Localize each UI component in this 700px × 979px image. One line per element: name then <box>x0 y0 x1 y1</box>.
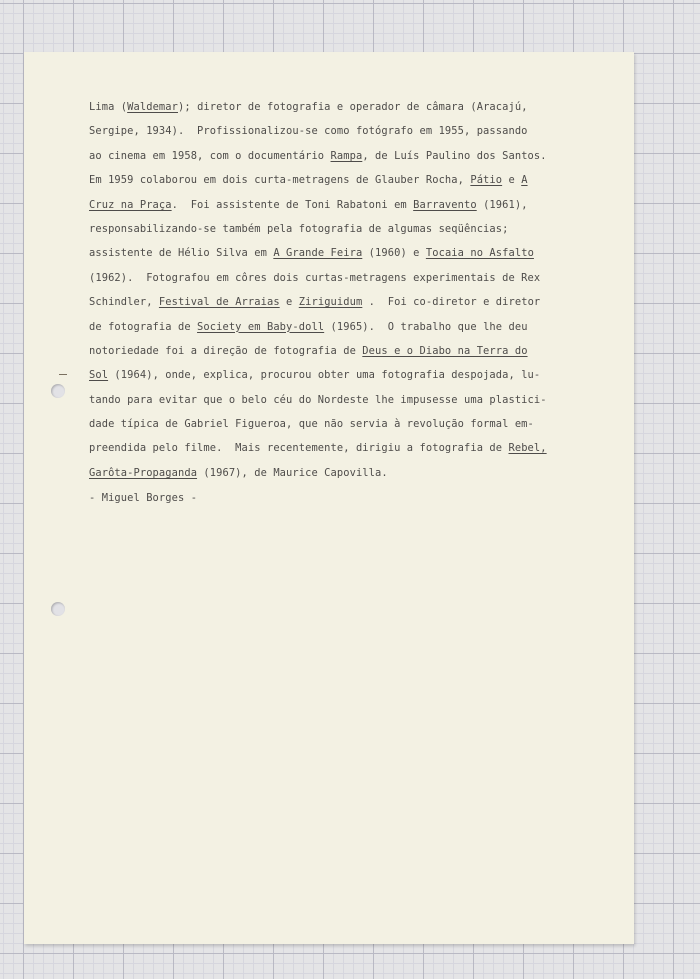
signature: - Miguel Borges - <box>89 492 198 505</box>
text-line <box>89 369 639 393</box>
text-run: (1965). O trabalho que lhe deu <box>324 320 528 333</box>
text-run: (1967), de Maurice Capovilla. <box>197 466 388 479</box>
text-line <box>89 321 639 345</box>
text-run: Schindler, <box>89 296 159 309</box>
text-line <box>89 345 639 369</box>
text-run: dade típica de Gabriel Figueroa, que não servia à revolução formal em- <box>89 418 534 431</box>
text-run: e <box>502 174 522 187</box>
text-run: responsabilizando-se também pela fotografia de algumas seqüências; <box>89 222 509 235</box>
underlined-title: Waldemar <box>127 101 178 113</box>
text-lines <box>89 101 639 491</box>
text-line <box>89 418 639 442</box>
text-run: preendida pelo filme. Mais recentemente, dirigiu a fotografia de <box>89 442 509 455</box>
text-run: e <box>279 296 299 309</box>
text-run: Lima ( <box>89 101 128 113</box>
text-run: (1961), <box>476 198 528 211</box>
underlined-title: Rebel, <box>508 442 547 455</box>
underlined-title: Barravento <box>413 198 477 211</box>
text-line <box>89 101 639 125</box>
underlined-title: Cruz na Praça <box>89 198 172 211</box>
underlined-title: Sol <box>89 369 109 382</box>
text-run: assistente de Hélio Silva em <box>89 247 274 260</box>
text-run: tando para evitar que o belo céu do Nordeste lhe impusesse uma plastici- <box>89 393 547 406</box>
underlined-title: Society em Baby-doll <box>197 320 325 333</box>
underlined-title: Garôta-Propaganda <box>89 466 198 479</box>
underlined-title: A <box>521 174 528 187</box>
typewritten-page <box>24 52 634 944</box>
text-run: Em 1959 colaborou em dois curta-metragens de Glauber Rocha, <box>89 174 471 187</box>
margin-mark <box>59 374 67 375</box>
text-line <box>89 199 639 223</box>
text-line <box>89 442 639 466</box>
body-text <box>89 101 639 517</box>
text-line <box>89 296 639 320</box>
underlined-title: A Grande Feira <box>273 247 363 260</box>
underlined-title: Pátio <box>470 174 503 187</box>
text-run: notoriedade foi a direção de fotografia de <box>89 344 363 357</box>
text-run: (1964), onde, explica, procurou obter uma fotografia despojada, lu- <box>108 369 541 382</box>
text-run: de fotografia de <box>89 320 198 333</box>
text-line <box>89 150 639 174</box>
text-line <box>89 125 639 149</box>
text-run: (1962). Fotografou em côres dois curtas-metragens experimentais de Rex <box>89 271 541 284</box>
text-line <box>89 174 639 198</box>
underlined-title: Festival de Arraias <box>158 296 280 309</box>
underlined-title: Deus e o Diabo na Terra do <box>362 344 528 357</box>
underlined-title: Tocaia no Asfalto <box>425 247 534 260</box>
text-run: . Foi co-diretor e diretor <box>362 296 541 309</box>
punch-hole-bottom <box>51 602 65 616</box>
punch-hole-top <box>51 384 65 398</box>
text-line <box>89 394 639 418</box>
text-run: Sergipe, 1934). Profissionalizou-se como fotógrafo em 1955, passando <box>89 125 528 138</box>
text-run: , de Luís Paulino dos Santos. <box>362 149 547 162</box>
underlined-title: Ziriguidum <box>298 296 363 309</box>
text-run: (1960) e <box>362 247 426 260</box>
underlined-title: Rampa <box>330 149 363 162</box>
text-run: ); diretor de fotografia e operador de câmara (Aracajú, <box>178 101 528 113</box>
text-run: ao cinema em 1958, com o documentário <box>89 149 331 162</box>
text-line <box>89 223 639 247</box>
text-line <box>89 247 639 271</box>
text-line <box>89 272 639 296</box>
text-run: . Foi assistente de Toni Rabatoni em <box>171 198 414 211</box>
text-line <box>89 467 639 491</box>
